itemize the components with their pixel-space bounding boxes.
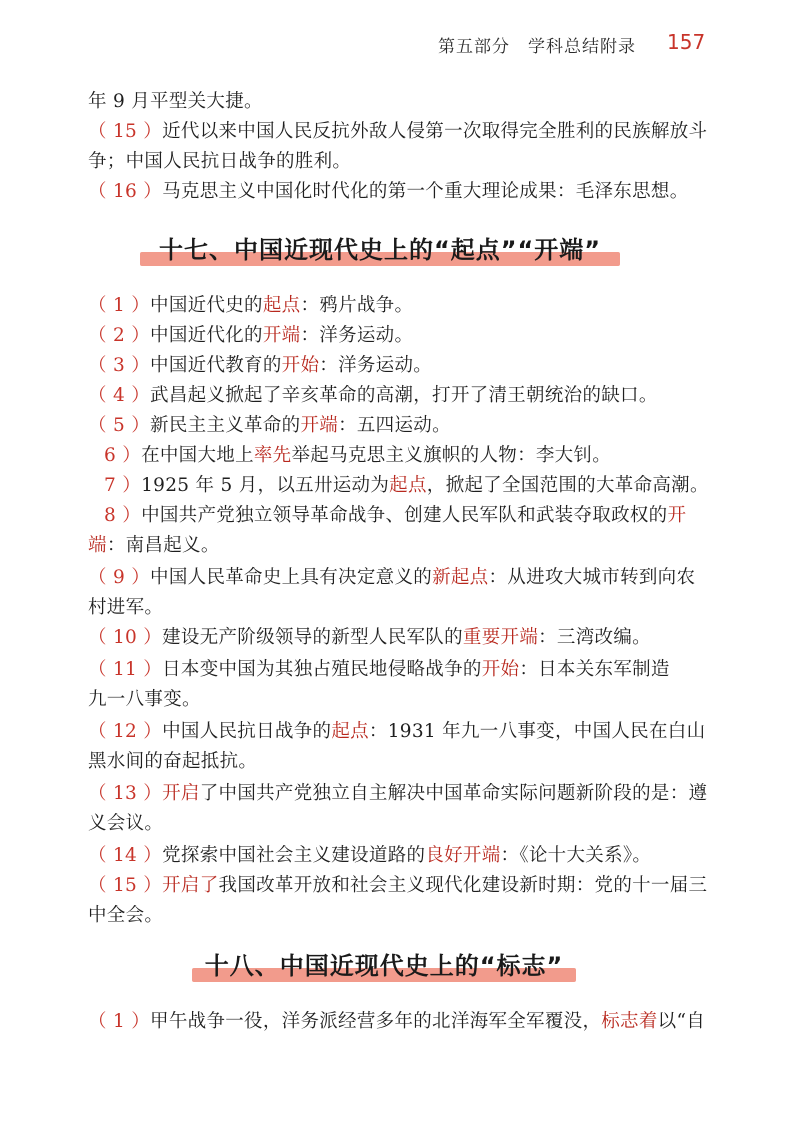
text-line: 黑水间的奋起抵抗。: [88, 751, 258, 772]
list-item: （ 4 ）武昌起义掀起了辛亥革命的高潮，打开了清王朝统治的缺口。: [88, 385, 658, 406]
list-item: （ 11 ）日本变中国为其独占殖民地侵略战争的开始：日本关东军制造: [88, 659, 670, 680]
list-item: （ 12 ）中国人民抗日战争的起点：1931 年九一八事变，中国人民在白山: [88, 721, 706, 742]
text-line: 中全会。: [88, 905, 164, 926]
list-item: 6 ）在中国大地上率先举起马克思主义旗帜的人物：李大钊。: [104, 445, 612, 466]
list-item: （ 15 ）近代以来中国人民反抗外敌人侵第一次取得完全胜利的民族解放斗: [88, 121, 708, 142]
list-item: （ 10 ）建设无产阶级领导的新型人民军队的重要开端：三湾改编。: [88, 627, 651, 648]
page-header: [0, 30, 800, 60]
page-number: 157: [667, 30, 706, 54]
list-item: （ 13 ）开启了中国共产党独立自主解决中国革命实际问题新阶段的是：遵: [88, 783, 708, 804]
text-line: 端：南昌起义。: [88, 535, 220, 556]
text-line: 年 9 月平型关大捷。: [88, 91, 263, 112]
list-item: （ 1 ）中国近代史的起点：鸦片战争。: [88, 295, 414, 316]
list-item: （ 2 ）中国近代化的开端：洋务运动。: [88, 325, 414, 346]
list-item: 8 ）中国共产党独立领导革命战争、创建人民军队和武装夺取政权的开: [104, 505, 687, 526]
list-item: （ 1 ）甲午战争一役，洋务派经营多年的北洋海军全军覆没，标志着以“自: [88, 1011, 706, 1032]
list-item: （ 15 ）开启了我国改革开放和社会主义现代化建设新时期：党的十一届三: [88, 875, 708, 896]
list-item: （ 16 ）马克思主义中国化时代化的第一个重大理论成果：毛泽东思想。: [88, 181, 689, 202]
section-heading: [192, 948, 576, 988]
text-line: 村进军。: [88, 597, 164, 618]
heading-text: 十八、中国近现代史上的“标志”: [204, 952, 564, 980]
list-item: （ 14 ）党探索中国社会主义建设道路的良好开端：《论十大关系》。: [88, 845, 652, 866]
text-line: 义会议。: [88, 813, 164, 834]
text-line: 争；中国人民抗日战争的胜利。: [88, 151, 352, 172]
heading-text: 十七、中国近现代史上的“起点”“开端”: [158, 236, 602, 264]
section-title: 第五部分 学科总结附录: [438, 37, 636, 57]
list-item: （ 3 ）中国近代教育的开始：洋务运动。: [88, 355, 433, 376]
section-heading: [140, 232, 620, 272]
text-line: 九一八事变。: [88, 689, 201, 710]
list-item: （ 9 ）中国人民革命史上具有决定意义的新起点：从进攻大城市转到向农: [88, 567, 696, 588]
list-item: 7 ）1925 年 5 月，以五卅运动为起点，掀起了全国范围的大革命高潮。: [104, 475, 709, 496]
list-item: （ 5 ）新民主主义革命的开端：五四运动。: [88, 415, 451, 436]
